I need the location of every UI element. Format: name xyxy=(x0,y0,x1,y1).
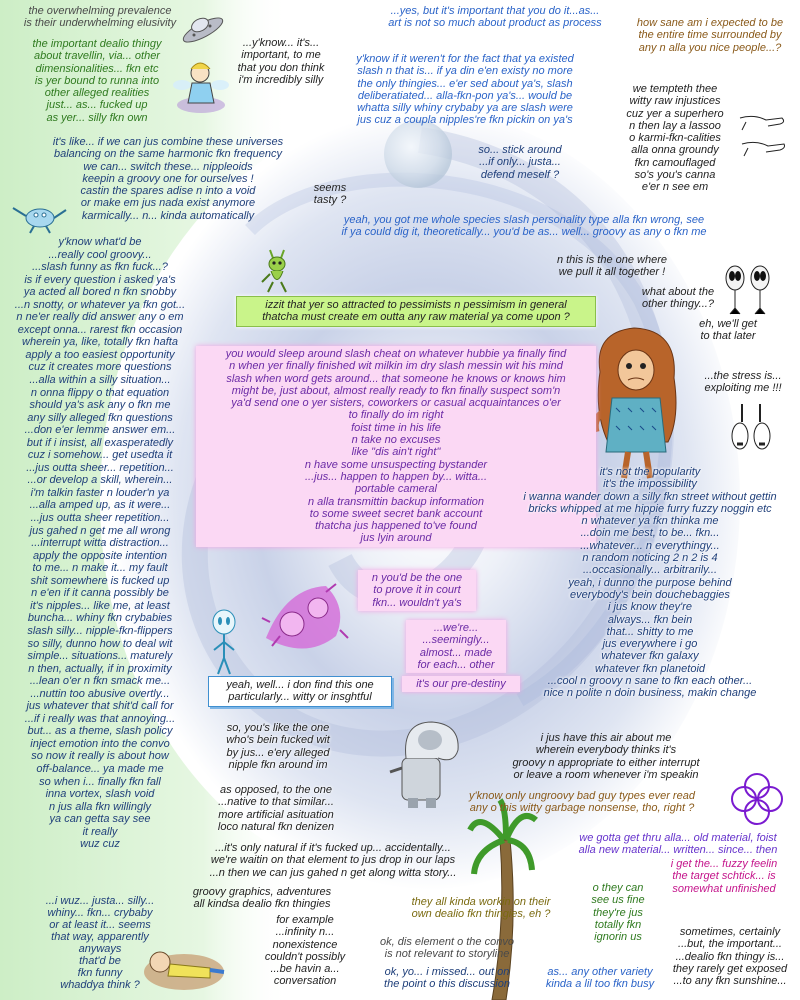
alien-icon-small xyxy=(210,608,238,678)
caption-not-relevant: ok, dis element o the convo is not relevant to storyline xyxy=(380,936,514,961)
caption-only-natural: ...it's only natural if it's fucked up... accidentally... we're waitin on that element to jus drop in our laps ...n then we can jus gahed n get along witta story... xyxy=(209,842,457,879)
caption-as-opposed: as opposed, to the one ...native to that similar... more artificial asituation loco natural fkn denizen xyxy=(217,784,335,833)
caption-superhero: we tempteth thee witty raw injustices cuz yer a superhero n then lay a lassoo o karmi-fkn-calities alla onna groundy fkn camouflaged so's you's canna e'er n see em xyxy=(626,83,724,194)
caption-garbage-nonsense: y'know only ungroovy bad guy types ever read any o this witty garbage nonsense, tho, right ? xyxy=(469,790,695,815)
white-box-not-witty: yeah, well... i don find this one particularly... witty or insghtful xyxy=(208,676,392,707)
caption-important-to-me: ...y'know... it's... important, to me that you don think i'm incredibly silly xyxy=(237,37,325,86)
caption-how-sane: how sane am i expected to be the entire time surrounded by any n alla you nice people...? xyxy=(636,17,784,54)
left-caption-1: the overwhelming prevalence is their underwhelming elusivity xyxy=(23,5,177,30)
caption-infinity: for example ...infinity n... nonexistence couldn't possibly ...be havin a... conversation xyxy=(264,914,346,988)
caption-sunshine: sometimes, certainly ...but, the important... ...dealio fkn thingy is... they rarely get exposed ...to any fkn sunshine... xyxy=(672,926,788,988)
pink-box-main-story: you would sleep around slash cheat on whatever hubbie ya finally find n when yer finally finished wit milkin im dry slash messin wit his mind slash when word gets around... that someone he knows or knows him might be, just about, almost really ready to fkn finally suspect som'n ya'd send one o yer sisters, coworkers or casual acquaintances o'er to finally do im right foist time in his life n take no excuses like "dis ain't right" n have some unsuspecting bystander ...jus... happen to happen by... witta... portable cameral n alla transmittin backup information to some sweet secret bank account thatcha jus happened to've found jus lyin around xyxy=(196,346,596,547)
caption-art-process: ...yes, but it's important that you do it...as... art is not so much about product as process xyxy=(388,5,602,30)
left-caption-3: it's like... if we can jus combine these universes balancing on the same harmonic fkn frequency we can... switch these... nippleoids keepin a groovy one for ourselves ! castin the spares adise n into a void or make em jus nada exist anymore karmically... n... kinda automatically xyxy=(52,136,284,222)
feet-icon xyxy=(728,400,774,452)
caption-groovy-graphics: groovy graphics, adventures all kindsa dealio fkn thingies xyxy=(192,886,332,911)
left-caption-2: the important dealio thingy about travellin, via... other dimensionalities... fkn etc is yer bound to runna into other alleged realities just... as... fucked up as yer... silly fkn own xyxy=(32,38,162,124)
caption-seems-tasty: seems tasty ? xyxy=(313,182,347,207)
lime-box-pessimists: izzit that yer so attracted to pessimists n pessimism in general thatcha must create em outta any raw material ya come upon ? xyxy=(236,296,596,327)
caption-too-busy: as... any other variety kinda a lil too fkn busy xyxy=(545,966,655,991)
pink-box-court: n you'd be the one to prove it in court fkn... wouldn't ya's xyxy=(358,570,476,611)
caption-missed-the-point: ok, yo... i missed... out on the point o this discussion xyxy=(384,966,510,991)
caption-if-ya-existed: y'know if it weren't for the fact that ya existed slash n that is... if ya din e'en existy no more the only thingies... e'er sed about ya's, slash deliberatiated... alla-fkn-pon ya's... would be whatta silly whiny crybaby ya are slash were jus cuz a coupla nipples're fkn pickin on ya's xyxy=(356,53,574,127)
caption-species: yeah, you got me whole species slash personality type alla fkn wrong, see if ya could dig it, theoretically... you'd be as... well... groovy as any o fkn me xyxy=(341,214,707,239)
caption-ignorin-us: o they can see us fine they're jus totally fkn ignorin us xyxy=(591,882,645,944)
caption-air-about-me: i jus have this air about me wherein everybody thinks it's groovy n appropriate to either interrupt or leave a room whenever i'm speakin xyxy=(512,732,700,781)
hairy-creature-icon xyxy=(588,322,686,482)
fairy-icon xyxy=(170,55,232,117)
caption-impossibility: it's not the popularity it's the impossibility i wanna wander down a silly fkn street without gettin bricks whipped at me hippie furry fuzzy noggin etc n whatever ya fkn thinka me ...doin me best, to be... fkn... ...whatever... n everythingy... n random noticing 2 n 2 is 4 ...occasionally... arbitrarily... yeah, i dunno the purpose behind everybody's bein douchebaggies i jus know they're always... fkn bein that... shitty to me jus everywhere i go whatever fkn galaxy whatever fkn planetoid ...cool n groovy n sane to fkn each other... nice n polite n doin business, makin change xyxy=(523,466,777,700)
caption-old-material: we gotta get thru alla... old material, foist alla new material... written... since... then xyxy=(578,832,778,857)
pink-box-pre-destiny: it's our pre-destiny xyxy=(402,676,520,692)
glitter-ornament-icon xyxy=(256,578,352,662)
caption-stick-around: so... stick around ...if only... justa... defend meself ? xyxy=(478,144,562,181)
alien-icon xyxy=(260,248,294,296)
left-column-end-text: ...i wuz... justa... silly... whiny... fkn... crybaby or at least it... seems that way, apparently anyways that'd be fkn funny whaddya think ? xyxy=(45,895,155,991)
alien-heads-icon xyxy=(722,258,774,316)
caption-get-to-later: eh, we'll get to that later xyxy=(699,318,757,343)
moon-orb-icon xyxy=(382,118,454,190)
caption-fucked-wit: so, you's like the one who's bein fucked wit by jus... e'ery alleged nipple fkn around im xyxy=(226,722,330,771)
caption-stress: ...the stress is... exploiting me !!! xyxy=(704,370,782,395)
left-column-main-text: y'know what'd be ...really cool groovy... ...slash funny as fkn fuck...? is if every question i asked ya's ya acted all bored n fkn snobby ...n snotty, or whatever ya fkn got... n ne'er really did answer any o em except onna... rarest fkn occasion wherein ya, like, totally fkn hafta apply a too easiest opportunity cuz it creates more questions ...alla within a silly situation... n onna flippy o that equation should ya's ask any o fkn me any silly alleged fkn questions ...don e'er lemme answer em... but if i insist, all exasperatedly cuz i somehow... get usedta it ...jus outta sheer... repetition... ...or develop a skill, wherein... i'm talkin faster n louder'n ya ...alla amped up, as it were... ...jus outta sheer repetition... jus gahed n get me all wrong ...interrupt witta distraction... apply the opposite intention to me... n make it... my fault shit somewhere is fucked up n e'en if it canna possibly be it's nipples... like me, at least buncha... whiny fkn crybabies slash silly... nipple-fkn-flippers so silly, dunno how to deal wit simple... situations... maturely n then, actually, if in proximity ...lean o'er n fkn smack me... ...nuttin too abusive overtly... jus whatever that shit'd call for ...if i really was that annoying... but... as a theme, slash policy inject emotion into the convo so now it really is about how off-balance... ya made me so when i... finally fkn fall inna vortex, slash void n jus alla fkn willingly ya can getta say see it really wuz cuz xyxy=(14,236,186,851)
quatrefoil-icon xyxy=(730,772,784,826)
caption-fuzzy-feelin: i get the... fuzzy feelin the target schtick... is somewhat unfinished xyxy=(670,858,778,895)
hand-gesture-icon xyxy=(736,108,788,162)
caption-other-thingy: what about the other thingy...? xyxy=(641,286,715,311)
pink-box-made-for-each-other: ...we're... ...seemingly... almost... made for each... other xyxy=(406,620,506,673)
caption-workin-on-their-own: they all kinda workin on their own dealio fkn thingies, eh ? xyxy=(411,896,551,921)
caption-pull-together: n this is the one where we pull it all together ! xyxy=(556,254,668,279)
